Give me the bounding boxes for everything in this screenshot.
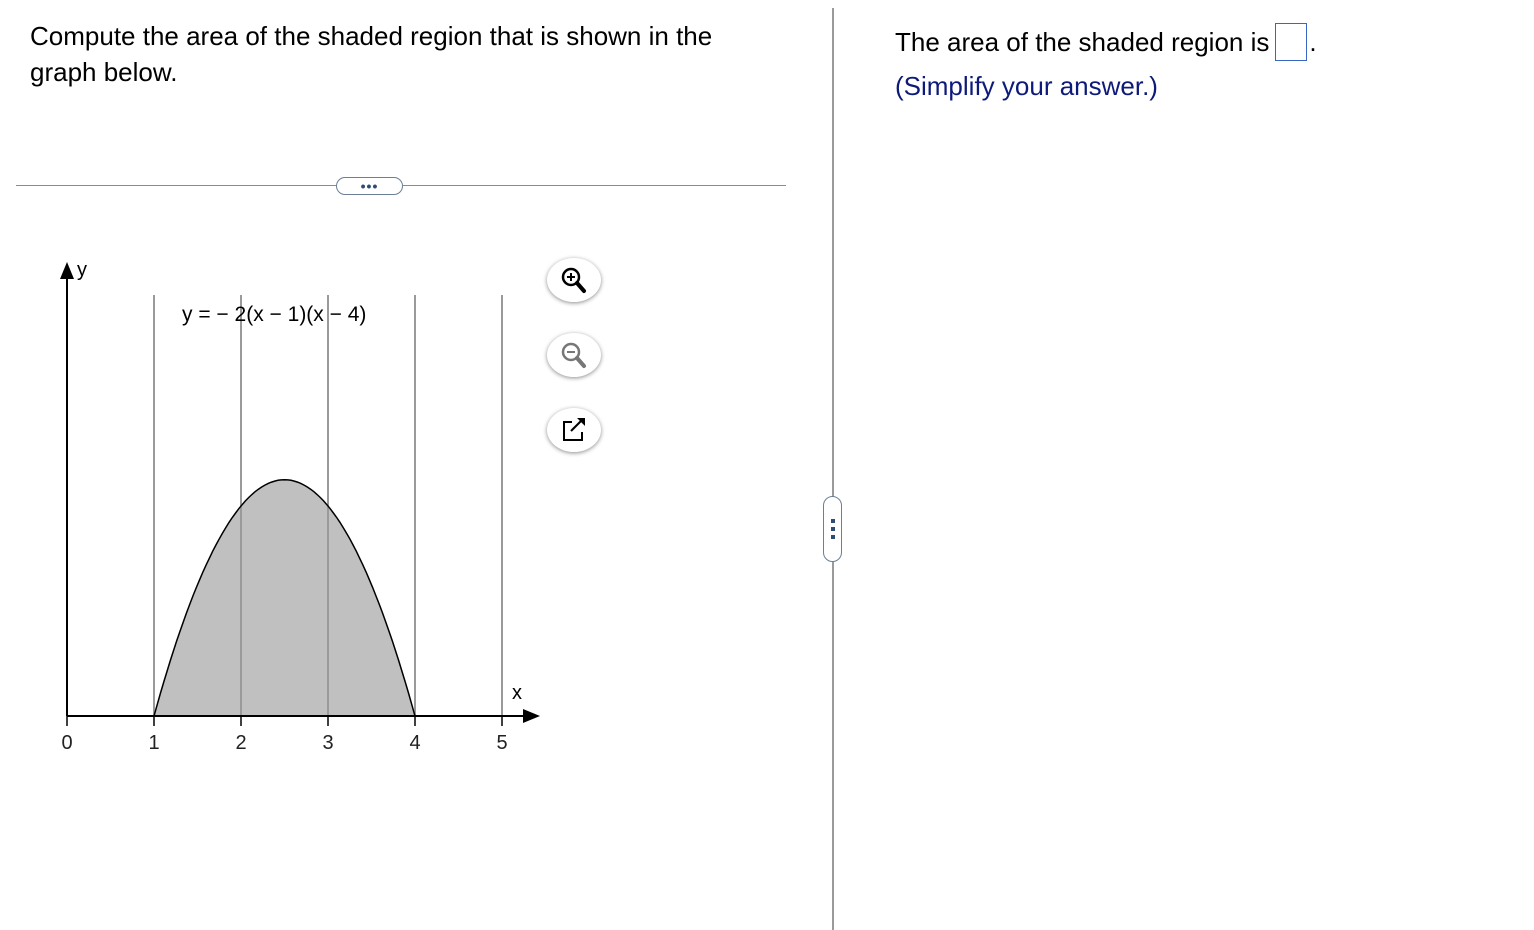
shaded-region xyxy=(154,480,415,716)
x-tick-label-2: 2 xyxy=(235,732,247,754)
expand-more-button[interactable]: ••• xyxy=(336,177,403,195)
equation-label: y = − 2(x − 1)(x − 4) xyxy=(182,303,367,326)
answer-line xyxy=(895,22,1317,63)
zoom-in-button[interactable] xyxy=(547,258,601,302)
zoom-out-button[interactable] xyxy=(547,333,601,377)
zoom-in-icon xyxy=(547,258,601,302)
x-tick-label-1: 1 xyxy=(148,732,160,754)
x-tick-label-5: 5 xyxy=(496,732,508,754)
answer-suffix: . xyxy=(1309,27,1317,57)
question-text: Compute the area of the shaded region that is shown in the graph below. xyxy=(30,21,713,87)
panel-divider xyxy=(832,8,834,930)
popout-icon xyxy=(547,408,601,452)
popout-button[interactable] xyxy=(547,408,601,452)
answer-hint: (Simplify your answer.) xyxy=(895,71,1158,101)
x-tick-label-4: 4 xyxy=(409,732,421,754)
x-tick-label-3: 3 xyxy=(322,732,334,754)
y-axis-label: y xyxy=(77,259,87,281)
x-axis-label: x xyxy=(512,682,522,704)
answer-prefix: The area of the shaded region is xyxy=(895,27,1270,57)
answer-input[interactable] xyxy=(1275,23,1307,61)
x-tick-label-0: 0 xyxy=(61,732,73,754)
x-axis-arrow-icon xyxy=(523,709,540,723)
y-axis-arrow-icon xyxy=(60,262,74,279)
panel-resize-handle[interactable] xyxy=(823,496,842,562)
zoom-out-icon xyxy=(547,333,601,377)
